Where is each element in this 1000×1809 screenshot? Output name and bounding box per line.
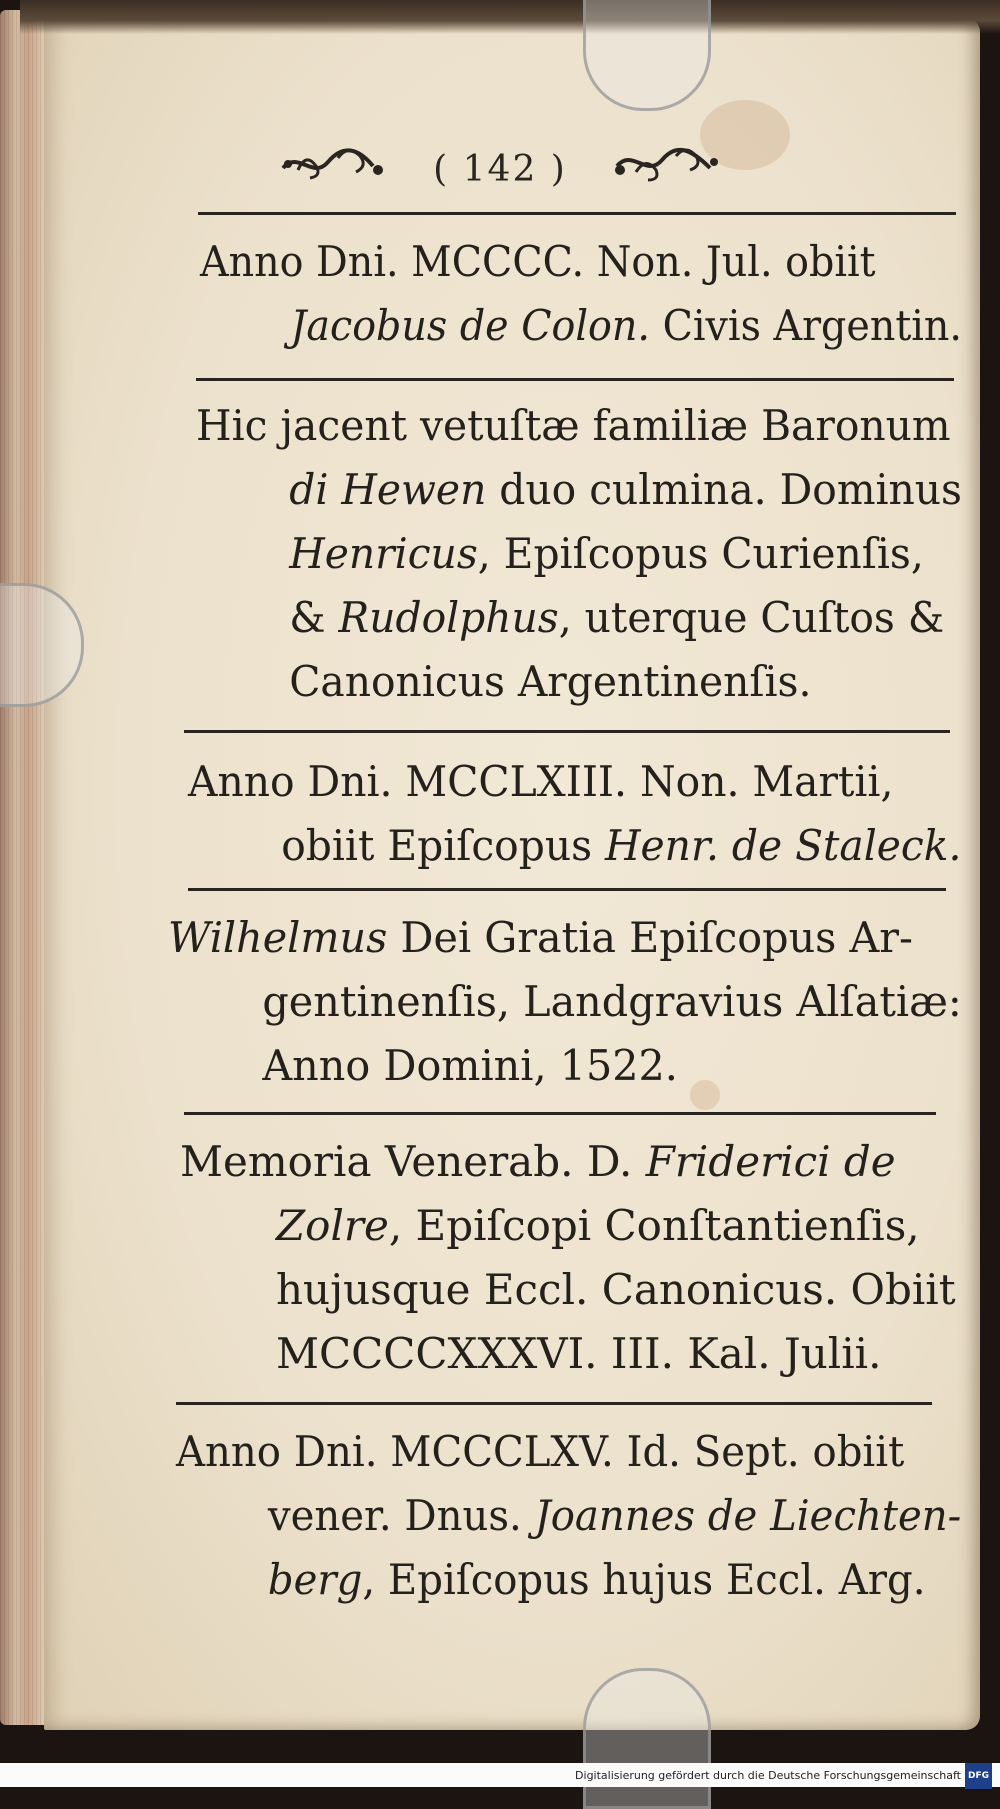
page-number: ( 142 ) bbox=[433, 149, 567, 190]
entry-line bbox=[176, 1484, 961, 1548]
entry-6 bbox=[176, 1420, 997, 1612]
divider-rule bbox=[184, 1112, 936, 1115]
text-run: Anno Domini, 1522. bbox=[262, 1041, 678, 1090]
text-run-italic: Henr. de Staleck. bbox=[604, 821, 962, 870]
text-run: Canonicus Argentinenſis. bbox=[289, 657, 812, 706]
divider-rule bbox=[184, 730, 950, 733]
text-run-italic: berg bbox=[267, 1555, 363, 1604]
page-header bbox=[0, 140, 1000, 210]
text-run: duo culmina. Dominus bbox=[486, 465, 962, 514]
entry-5 bbox=[180, 1130, 956, 1386]
divider-rule bbox=[188, 888, 946, 891]
text-run-italic: Zolre bbox=[276, 1201, 389, 1250]
entry-line bbox=[176, 1420, 961, 1484]
footer-credit: Digitalisierung gefördert durch die Deutsche Forschungsgemeinschaft bbox=[575, 1769, 961, 1782]
text-run: & bbox=[289, 593, 339, 642]
entry-line bbox=[168, 970, 962, 1034]
entry-line bbox=[180, 1194, 956, 1258]
ornament-left-icon bbox=[278, 140, 388, 199]
entry-line bbox=[196, 394, 962, 458]
text-run: hujusque Eccl. Canonicus. Obiit bbox=[276, 1265, 956, 1314]
text-run-italic: Joannes de Liechten- bbox=[534, 1491, 962, 1540]
text-run: obiit Epiſcopus bbox=[281, 821, 605, 870]
text-run-italic: Jacobus de Colon. bbox=[290, 301, 650, 350]
text-run-italic: Friderici de bbox=[645, 1137, 896, 1186]
entry-line bbox=[196, 650, 962, 714]
entry-line bbox=[196, 522, 962, 586]
entry-line bbox=[196, 586, 962, 650]
text-run: , Epiſcopus hujus Eccl. Arg. bbox=[362, 1555, 926, 1604]
entry-line bbox=[168, 1034, 962, 1098]
entry-line bbox=[180, 1130, 956, 1194]
glass-clip-bottom bbox=[583, 1668, 711, 1809]
text-run: Civis Argentin. bbox=[649, 301, 963, 350]
text-run: , Epiſcopus Curienſis, bbox=[477, 529, 924, 578]
text-run-italic: Wilhelmus bbox=[168, 913, 388, 962]
entry-2 bbox=[196, 394, 985, 714]
ornament-right-icon bbox=[612, 140, 722, 199]
glass-clip-top bbox=[583, 0, 711, 111]
text-run: vener. Dnus. bbox=[267, 1491, 535, 1540]
divider-rule bbox=[176, 1402, 932, 1405]
text-run-italic: Rudolphus bbox=[338, 593, 559, 642]
entry-1 bbox=[200, 230, 1000, 358]
entry-3 bbox=[188, 750, 985, 878]
entry-line bbox=[200, 230, 962, 294]
entry-4 bbox=[168, 906, 976, 1098]
text-run: MCCCCXXXVI. III. Kal. Julii. bbox=[276, 1329, 882, 1378]
book-page-edges bbox=[0, 10, 46, 1725]
text-run-italic: di Hewen bbox=[289, 465, 487, 514]
entry-line bbox=[176, 1548, 961, 1612]
text-run: Memoria Venerab. D. bbox=[180, 1137, 646, 1186]
digitization-footer bbox=[0, 1763, 1000, 1787]
dfg-logo: DFG bbox=[965, 1763, 992, 1789]
divider-rule bbox=[196, 378, 954, 381]
text-run: Anno Dni. MCCLXIII. Non. Martii, bbox=[188, 757, 894, 806]
entry-line bbox=[196, 458, 962, 522]
book-top-edge bbox=[20, 0, 1000, 34]
text-run: Hic jacent vetuſtæ familiæ Baronum bbox=[196, 401, 951, 450]
text-run-italic: Henricus bbox=[289, 529, 478, 578]
text-run: Anno Dni. MCCCLXV. Id. Sept. obiit bbox=[176, 1427, 905, 1476]
divider-rule bbox=[198, 212, 956, 215]
entry-line bbox=[188, 750, 961, 814]
entry-line bbox=[180, 1258, 956, 1322]
entry-line bbox=[188, 814, 961, 878]
text-run: gentinenſis, Landgravius Alſatiæ: bbox=[262, 977, 962, 1026]
entry-line bbox=[168, 906, 962, 970]
entry-line bbox=[200, 294, 962, 358]
text-run: Dei Gratia Epiſcopus Ar- bbox=[387, 913, 914, 962]
text-run: , Epiſcopi Conſtantienſis, bbox=[388, 1201, 920, 1250]
text-run: Anno Dni. MCCCC. Non. Jul. obiit bbox=[200, 237, 876, 286]
text-run: , uterque Cuſtos & bbox=[558, 593, 945, 642]
entry-line bbox=[180, 1322, 956, 1386]
